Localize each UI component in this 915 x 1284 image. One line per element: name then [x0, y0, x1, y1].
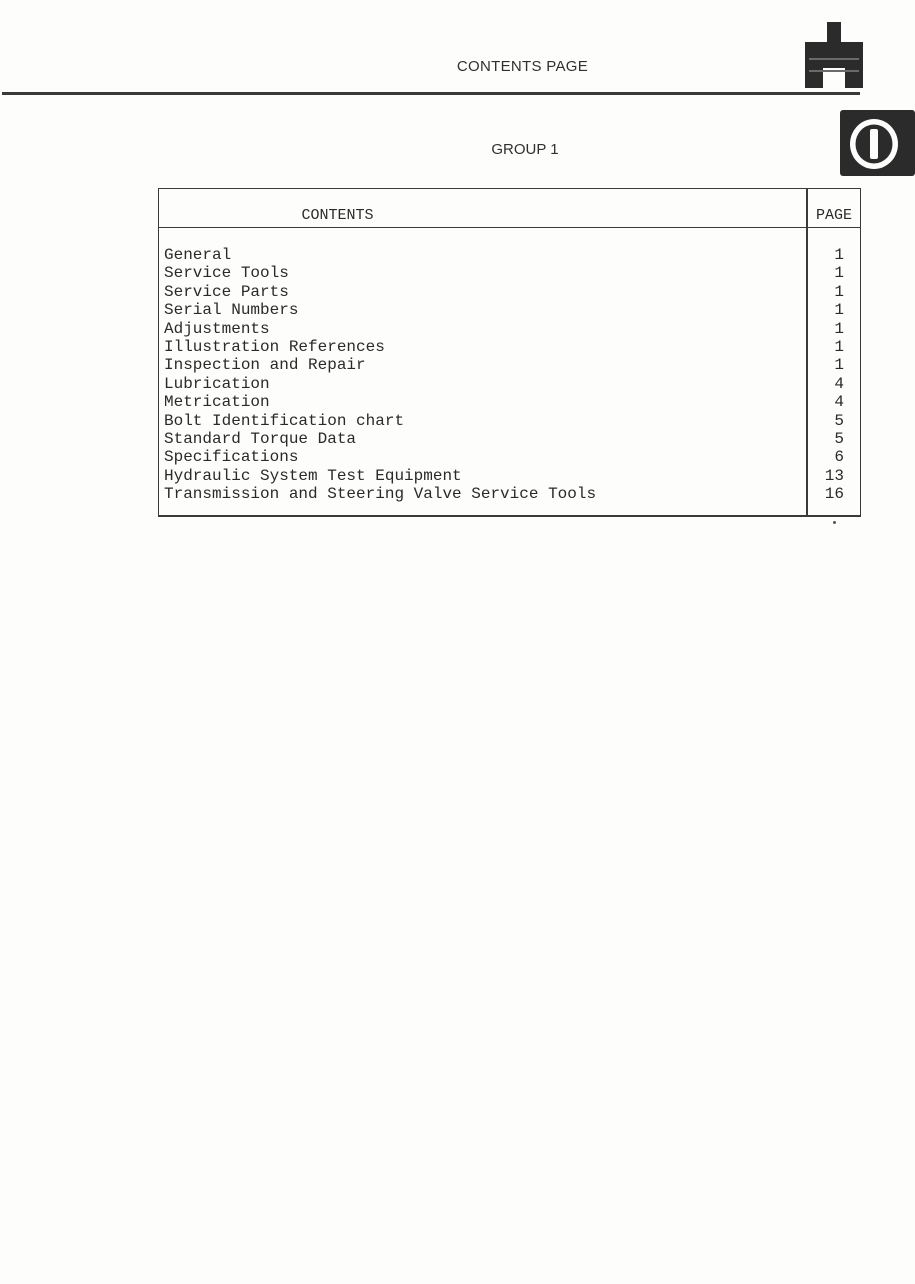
toc-entry-page: 1: [834, 282, 844, 301]
header-rule: [2, 92, 860, 95]
toc-entry-title: General: [164, 246, 232, 264]
toc-entry-page: 4: [834, 374, 844, 393]
group-title: GROUP 1: [491, 141, 559, 158]
group-number-tab-icon: [840, 110, 915, 176]
toc-entry-page: 5: [834, 429, 844, 448]
toc-entry-title: Metrication: [164, 393, 270, 412]
column-header-contents: CONTENTS: [301, 207, 374, 224]
toc-entry-page: 6: [834, 448, 844, 467]
toc-entry-page: 1: [834, 356, 844, 375]
toc-entry-title: Service Parts: [164, 282, 289, 301]
toc-entry-title: Specifications: [164, 448, 299, 467]
toc-entry-title: Transmission and Steering Valve Service Tools: [164, 485, 597, 504]
contents-list: [164, 246, 804, 503]
toc-entry-title: Lubrication: [164, 374, 270, 393]
toc-entry-page: 1: [834, 264, 844, 283]
toc-entry-page: 1: [834, 337, 844, 356]
toc-entry-page: 4: [834, 393, 844, 412]
toc-entry-title: Illustration References: [164, 337, 385, 356]
toc-entry-page: 1: [834, 301, 844, 320]
page-header-title: CONTENTS PAGE: [456, 58, 589, 75]
scan-speck: [833, 521, 836, 524]
toc-entry-page: 1: [834, 246, 844, 264]
toc-entry-title: Inspection and Repair: [164, 356, 366, 375]
toc-entry-title: Hydraulic System Test Equipment: [164, 466, 462, 485]
header-divider: [159, 227, 860, 228]
toc-entry-title: Standard Torque Data: [164, 429, 357, 448]
ih-logo-icon: [805, 22, 863, 88]
column-header-page: PAGE: [815, 207, 852, 224]
toc-entry-title: Adjustments: [164, 319, 270, 338]
contents-table: [158, 188, 861, 517]
toc-entry-page: 16: [824, 485, 844, 504]
toc-entry-page: 13: [824, 466, 844, 485]
toc-entry-title: Serial Numbers: [164, 301, 299, 320]
toc-entry-page: 1: [834, 319, 844, 338]
page-number-list: [808, 246, 844, 503]
toc-entry-title: Bolt Identification chart: [164, 411, 405, 430]
toc-entry-page: 5: [834, 411, 844, 430]
toc-entry-title: Service Tools: [164, 264, 289, 283]
